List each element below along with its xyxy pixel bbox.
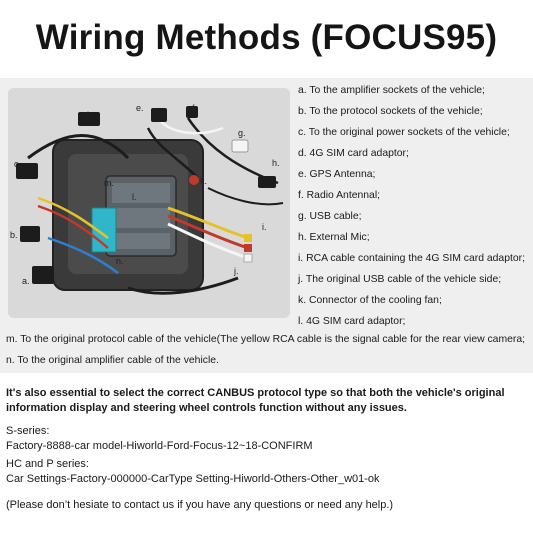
legend-list — [298, 80, 530, 332]
legend-item: l. 4G SIM card adaptor; — [298, 316, 406, 327]
photo-label-h: h. — [272, 158, 280, 168]
legend-item-n: n. To the original amplifier cable of the vehicle. — [6, 355, 219, 366]
page-title: Wiring Methods (FOCUS95) — [35, 18, 498, 57]
photo-label-e: e. — [136, 103, 144, 113]
legend-item: g. USB cable; — [298, 211, 362, 222]
hcp-series-path: Car Settings-Factory-000000-CarType Setting-Hiworld-Others-Other_w01-ok — [6, 473, 380, 485]
s-series-path: Factory-8888-car model-Hiworld-Ford-Focus-12~18-CONFIRM — [6, 440, 313, 452]
legend-item: h. External Mic; — [298, 232, 370, 243]
photo-label-f: f. — [192, 103, 198, 113]
photo-label-a: a. — [22, 276, 30, 286]
contact-note: (Please don’t hesiate to contact us if you have any questions or need any help.) — [6, 499, 394, 511]
legend-item: c. To the original power sockets of the vehicle; — [298, 127, 510, 138]
legend-item: i. RCA cable containing the 4G SIM card adaptor; — [298, 253, 525, 264]
canbus-note: It's also essential to select the correct CANBUS protocol type so that both the vehicle's original information display and steering wheel controls function without any issues. — [6, 387, 505, 414]
legend-item: d. 4G SIM card adaptor; — [298, 148, 409, 159]
wiring-photo — [8, 88, 290, 318]
legend-item-m: m. To the original protocol cable of the vehicle(The yellow RCA cable is the signal cable for the rear view camera; — [6, 334, 526, 345]
wiring-illustration — [8, 88, 290, 318]
photo-label-j: j. — [234, 266, 239, 276]
photo-label-i: i. — [262, 222, 267, 232]
s-series-title: S-series: — [6, 425, 50, 437]
legend-item: e. GPS Antenna; — [298, 169, 376, 180]
hcp-series-title: HC and P series: — [6, 458, 89, 470]
legend-item: j. The original USB cable of the vehicle side; — [298, 274, 502, 285]
legend-item: f. Radio Antennal; — [298, 190, 381, 201]
photo-label-g: g. — [238, 128, 246, 138]
legend-item: b. To the protocol sockets of the vehicle; — [298, 106, 483, 117]
photo-label-d: d. — [84, 110, 92, 120]
legend-item: k. Connector of the cooling fan; — [298, 295, 442, 306]
photo-label-k: k. — [200, 176, 208, 186]
photo-label-c: c. — [14, 159, 22, 169]
photo-label-b: b. — [10, 230, 18, 240]
photo-label-m: m. — [104, 178, 114, 188]
photo-label-n: n. — [116, 256, 124, 266]
photo-label-l: l. — [132, 192, 137, 202]
legend-item: a. To the amplifier sockets of the vehicle; — [298, 85, 485, 96]
